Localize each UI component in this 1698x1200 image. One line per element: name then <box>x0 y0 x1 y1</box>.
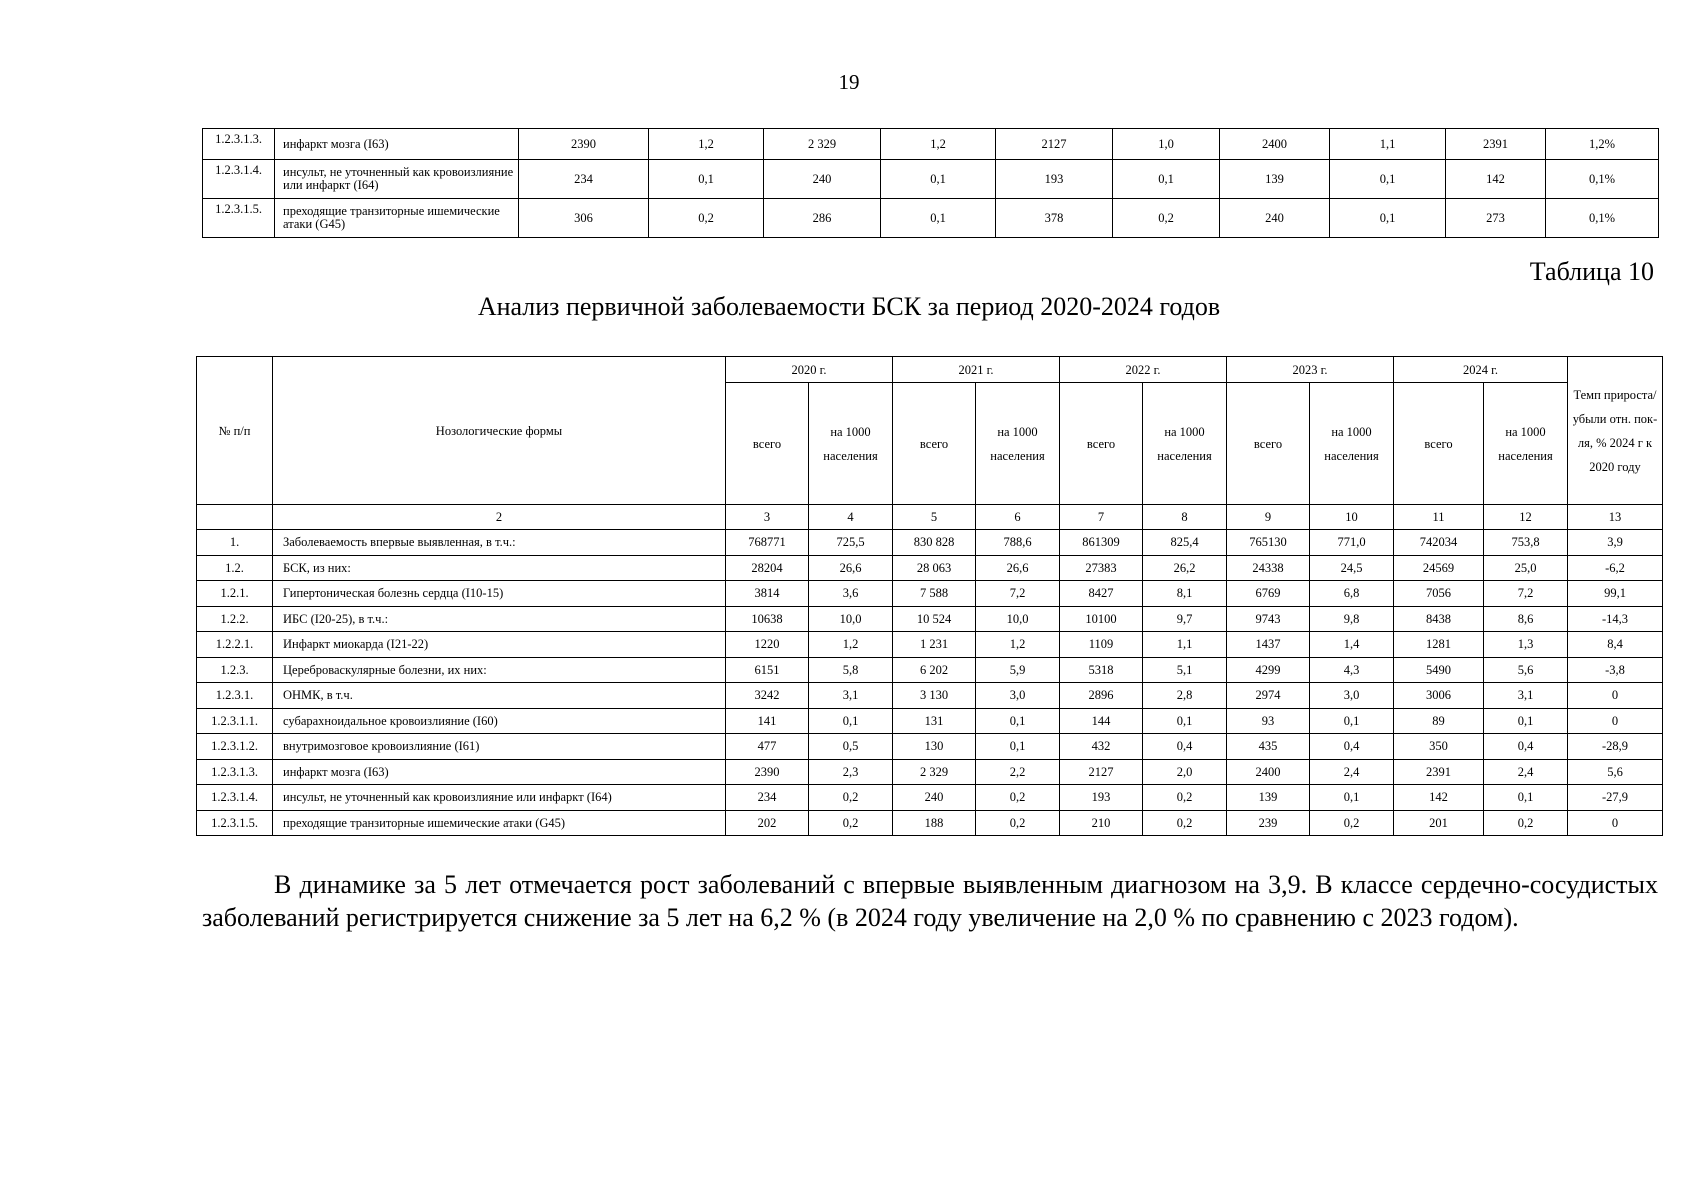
table-cell: 2390 <box>726 759 809 785</box>
header-total: всего <box>893 383 976 505</box>
row-name: ИБС (I20-25), в т.ч.: <box>273 606 726 632</box>
row-number: 1. <box>197 530 273 556</box>
table-cell: 240 <box>1220 199 1330 238</box>
header-total: всего <box>726 383 809 505</box>
table-cell: 26,2 <box>1143 555 1227 581</box>
row-name: инфаркт мозга (I63) <box>273 759 726 785</box>
table-cell: 28 063 <box>893 555 976 581</box>
table-cell: 142 <box>1446 160 1546 199</box>
table-cell: 2896 <box>1060 683 1143 709</box>
table-cell: 0,1 <box>1484 785 1568 811</box>
header-per-1000: на 1000 населения <box>1484 383 1568 505</box>
table-cell: 0,2 <box>976 810 1060 836</box>
table-cell: 10,0 <box>809 606 893 632</box>
table-cell: 0,2 <box>1484 810 1568 836</box>
table-cell: 8427 <box>1060 581 1143 607</box>
table-cell: 193 <box>996 160 1113 199</box>
page-number: 19 <box>838 70 860 94</box>
row-number: 1.2.3.1.3. <box>197 759 273 785</box>
table-cell: 725,5 <box>809 530 893 556</box>
table-cell: 3242 <box>726 683 809 709</box>
table-cell: 0,2 <box>1113 199 1220 238</box>
table-cell: 0,2 <box>1310 810 1394 836</box>
table-cell: -14,3 <box>1568 606 1663 632</box>
table-cell: 0,4 <box>1143 734 1227 760</box>
table-cell: 771,0 <box>1310 530 1394 556</box>
table-cell: 10,0 <box>976 606 1060 632</box>
row-name: внутримозговое кровоизлияние (I61) <box>273 734 726 760</box>
table-cell: 10100 <box>1060 606 1143 632</box>
table-cell: 286 <box>764 199 881 238</box>
table-cell: 141 <box>726 708 809 734</box>
table-cell: 1281 <box>1394 632 1484 658</box>
table-cell: 5,6 <box>1568 759 1663 785</box>
row-number: 1.2.3. <box>197 657 273 683</box>
table-cell: 0,1 <box>1143 708 1227 734</box>
table-cell: 1,3 <box>1484 632 1568 658</box>
row-number: 1.2.3.1.2. <box>197 734 273 760</box>
table-cell: 1,2 <box>649 129 764 160</box>
table-cell: 10638 <box>726 606 809 632</box>
table-cell: 2,8 <box>1143 683 1227 709</box>
table-row <box>197 606 1663 632</box>
table-cell: 139 <box>1227 785 1310 811</box>
table-cell: 4299 <box>1227 657 1310 683</box>
header-year-2022: 2022 г. <box>1060 357 1227 383</box>
table-cell: 6,8 <box>1310 581 1394 607</box>
table-cell: 5,1 <box>1143 657 1227 683</box>
row-name: субарахноидальное кровоизлияние (I60) <box>273 708 726 734</box>
table-cell: 93 <box>1227 708 1310 734</box>
header-per-1000: на 1000 населения <box>976 383 1060 505</box>
table-cell: 0,2 <box>649 199 764 238</box>
table-row <box>197 708 1663 734</box>
table-cell: 0,2 <box>1143 785 1227 811</box>
table-cell: 202 <box>726 810 809 836</box>
table-cell: 768771 <box>726 530 809 556</box>
table-cell: 139 <box>1220 160 1330 199</box>
table-cell: 3814 <box>726 581 809 607</box>
header-per-1000: на 1000 населения <box>1143 383 1227 505</box>
table-cell: 10 524 <box>893 606 976 632</box>
table-cell: 0,1% <box>1546 199 1659 238</box>
table-cell: 26,6 <box>809 555 893 581</box>
table-cell: 0,1 <box>881 199 996 238</box>
row-name: Гипертоническая болезнь сердца (I10-15) <box>273 581 726 607</box>
table-cell: 0 <box>1568 683 1663 709</box>
table-cell: 1,2% <box>1546 129 1659 160</box>
table-cell: 7 588 <box>893 581 976 607</box>
table-cell: 1,2 <box>881 129 996 160</box>
table-cell: 2974 <box>1227 683 1310 709</box>
table-cell: 0,2 <box>1143 810 1227 836</box>
table-cell: 6 202 <box>893 657 976 683</box>
table-row <box>197 759 1663 785</box>
column-number: 8 <box>1143 505 1227 530</box>
table-cell: 1,2 <box>809 632 893 658</box>
table-cell: 89 <box>1394 708 1484 734</box>
table-cell: 273 <box>1446 199 1546 238</box>
table-caption: Таблица 10 <box>1529 257 1654 286</box>
table-cell: 2390 <box>519 129 649 160</box>
column-number: 4 <box>809 505 893 530</box>
column-number: 11 <box>1394 505 1484 530</box>
table-row <box>197 683 1663 709</box>
column-number: 2 <box>273 505 726 530</box>
table-cell: 142 <box>1394 785 1484 811</box>
table-cell: 477 <box>726 734 809 760</box>
column-number: 9 <box>1227 505 1310 530</box>
header-per-1000: на 1000 населения <box>1310 383 1394 505</box>
table-cell: 2400 <box>1220 129 1330 160</box>
row-name: Заболеваемость впервые выявленная, в т.ч.: <box>273 530 726 556</box>
table-cell: 5318 <box>1060 657 1143 683</box>
row-number: 1.2.1. <box>197 581 273 607</box>
table-cell: 3,6 <box>809 581 893 607</box>
table-row <box>197 581 1663 607</box>
table-row <box>203 129 1659 160</box>
table-cell: 2,4 <box>1310 759 1394 785</box>
table-cell: 24569 <box>1394 555 1484 581</box>
header-num: № п/п <box>197 357 273 505</box>
column-number: 12 <box>1484 505 1568 530</box>
header-year-2024: 2024 г. <box>1394 357 1568 383</box>
table-cell: 306 <box>519 199 649 238</box>
header-per-1000: на 1000 населения <box>809 383 893 505</box>
column-number: 13 <box>1568 505 1663 530</box>
table-cell: 350 <box>1394 734 1484 760</box>
row-name: преходящие транзиторные ишемические атаки (G45) <box>275 199 519 238</box>
table-cell: 1,2 <box>976 632 1060 658</box>
table-cell: 0,1% <box>1546 160 1659 199</box>
table-title: Анализ первичной заболеваемости БСК за период 2020-2024 годов <box>477 292 1221 321</box>
header-year-2020: 2020 г. <box>726 357 893 383</box>
table-cell: 2,0 <box>1143 759 1227 785</box>
table-cell: 0,1 <box>976 734 1060 760</box>
table-cell: 378 <box>996 199 1113 238</box>
table-cell: 1220 <box>726 632 809 658</box>
table-cell: 6769 <box>1227 581 1310 607</box>
table-cell: 0,2 <box>976 785 1060 811</box>
column-number: 7 <box>1060 505 1143 530</box>
row-number: 1.2.2. <box>197 606 273 632</box>
row-number: 1.2.3.1.3. <box>203 129 275 160</box>
table-cell: 1109 <box>1060 632 1143 658</box>
row-name: инфаркт мозга (I63) <box>275 129 519 160</box>
table-cell: 0,1 <box>649 160 764 199</box>
row-name: Цереброваскулярные болезни, их них: <box>273 657 726 683</box>
table-cell: 788,6 <box>976 530 1060 556</box>
main-table-body <box>197 530 1663 836</box>
table-cell: 2391 <box>1394 759 1484 785</box>
table-row <box>197 555 1663 581</box>
table-cell: 2127 <box>996 129 1113 160</box>
table-row <box>197 785 1663 811</box>
table-cell: 0,1 <box>1330 199 1446 238</box>
table-cell: 3,9 <box>1568 530 1663 556</box>
table-cell: 0,1 <box>809 708 893 734</box>
table-cell: 99,1 <box>1568 581 1663 607</box>
table-cell: -28,9 <box>1568 734 1663 760</box>
table-cell: 130 <box>893 734 976 760</box>
table-cell: 2400 <box>1227 759 1310 785</box>
table-cell: 28204 <box>726 555 809 581</box>
table-cell: 0,1 <box>881 160 996 199</box>
table-cell: 1 231 <box>893 632 976 658</box>
table-cell: 7056 <box>1394 581 1484 607</box>
table-cell: 8,4 <box>1568 632 1663 658</box>
table-cell: 0,4 <box>1484 734 1568 760</box>
table-cell: 1,0 <box>1113 129 1220 160</box>
table-cell: 240 <box>764 160 881 199</box>
row-number: 1.2.3.1.4. <box>203 160 275 199</box>
table-cell: 742034 <box>1394 530 1484 556</box>
table-cell: 8,6 <box>1484 606 1568 632</box>
table-cell: 240 <box>893 785 976 811</box>
column-number <box>197 505 273 530</box>
table-row <box>197 657 1663 683</box>
row-number: 1.2.3.1.5. <box>203 199 275 238</box>
table-cell: 6151 <box>726 657 809 683</box>
table-cell: 1,1 <box>1330 129 1446 160</box>
table-row <box>197 734 1663 760</box>
table-cell: 830 828 <box>893 530 976 556</box>
table-cell: 0,1 <box>1484 708 1568 734</box>
table-cell: 0,1 <box>1310 708 1394 734</box>
table-cell: 2,2 <box>976 759 1060 785</box>
table-cell: 0,2 <box>809 785 893 811</box>
table-cell: 27383 <box>1060 555 1143 581</box>
header-total: всего <box>1394 383 1484 505</box>
table-cell: 25,0 <box>1484 555 1568 581</box>
table-cell: 9,8 <box>1310 606 1394 632</box>
table-cell: 8,1 <box>1143 581 1227 607</box>
table-cell: 753,8 <box>1484 530 1568 556</box>
table-row <box>203 199 1659 238</box>
table-cell: 8438 <box>1394 606 1484 632</box>
column-number: 6 <box>976 505 1060 530</box>
header-total: всего <box>1227 383 1310 505</box>
row-number: 1.2.3.1.4. <box>197 785 273 811</box>
table-cell: 0,5 <box>809 734 893 760</box>
table-cell: 765130 <box>1227 530 1310 556</box>
main-table <box>196 356 1663 836</box>
row-name: ОНМК, в т.ч. <box>273 683 726 709</box>
row-name: инсульт, не уточненный как кровоизлияние или инфаркт (I64) <box>275 160 519 199</box>
row-name: БСК, из них: <box>273 555 726 581</box>
row-name: инсульт, не уточненный как кровоизлияние или инфаркт (I64) <box>273 785 726 811</box>
table-row <box>197 810 1663 836</box>
table-cell: 0 <box>1568 810 1663 836</box>
table-cell: 5,8 <box>809 657 893 683</box>
table-cell: 24,5 <box>1310 555 1394 581</box>
header-growth: Темп прироста/ убыли отн. пок-ля, % 2024 г к 2020 году <box>1568 357 1663 505</box>
table-cell: 201 <box>1394 810 1484 836</box>
table-cell: 3,0 <box>976 683 1060 709</box>
table-cell: 7,2 <box>1484 581 1568 607</box>
table-cell: 0,4 <box>1310 734 1394 760</box>
table-cell: 1,1 <box>1143 632 1227 658</box>
header-name: Нозологические формы <box>273 357 726 505</box>
table-cell: 3006 <box>1394 683 1484 709</box>
table-cell: 2,4 <box>1484 759 1568 785</box>
table-cell: 0 <box>1568 708 1663 734</box>
table-cell: 7,2 <box>976 581 1060 607</box>
table-row <box>203 160 1659 199</box>
row-number: 1.2.3.1.5. <box>197 810 273 836</box>
table-cell: -27,9 <box>1568 785 1663 811</box>
table-cell: 9,7 <box>1143 606 1227 632</box>
table-cell: 1,4 <box>1310 632 1394 658</box>
column-number-row <box>197 505 1663 530</box>
column-number: 5 <box>893 505 976 530</box>
table-cell: 2391 <box>1446 129 1546 160</box>
table-cell: -3,8 <box>1568 657 1663 683</box>
table-cell: 1437 <box>1227 632 1310 658</box>
table-cell: 210 <box>1060 810 1143 836</box>
table-cell: 0,1 <box>1330 160 1446 199</box>
table-cell: 2 329 <box>764 129 881 160</box>
table-cell: 3,0 <box>1310 683 1394 709</box>
table-cell: -6,2 <box>1568 555 1663 581</box>
column-number: 3 <box>726 505 809 530</box>
table-cell: 24338 <box>1227 555 1310 581</box>
table-cell: 144 <box>1060 708 1143 734</box>
row-number: 1.2.3.1. <box>197 683 273 709</box>
table-row <box>197 530 1663 556</box>
table-cell: 5490 <box>1394 657 1484 683</box>
table-cell: 4,3 <box>1310 657 1394 683</box>
summary-paragraph: В динамике за 5 лет отмечается рост заболеваний с впервые выявленным диагнозом на 3,9. В классе сердечно-сосудистых заболеваний регистрируется снижение за 5 лет на 6,2 % (в 2024 году увеличение на 2,0 % по сравнению с 2023 годом). <box>202 870 1658 932</box>
table-cell: 234 <box>519 160 649 199</box>
table-cell: 193 <box>1060 785 1143 811</box>
table-cell: 234 <box>726 785 809 811</box>
table-cell: 188 <box>893 810 976 836</box>
table-cell: 3,1 <box>809 683 893 709</box>
header-year-2021: 2021 г. <box>893 357 1060 383</box>
table-cell: 0,1 <box>976 708 1060 734</box>
table-cell: 0,2 <box>809 810 893 836</box>
continuation-table-body <box>203 129 1659 238</box>
table-row <box>197 632 1663 658</box>
header-total: всего <box>1060 383 1143 505</box>
table-cell: 0,1 <box>1113 160 1220 199</box>
row-name: Инфаркт миокарда (I21-22) <box>273 632 726 658</box>
table-cell: 9743 <box>1227 606 1310 632</box>
table-cell: 435 <box>1227 734 1310 760</box>
table-cell: 861309 <box>1060 530 1143 556</box>
table-cell: 2 329 <box>893 759 976 785</box>
table-cell: 5,6 <box>1484 657 1568 683</box>
header-year-2023: 2023 г. <box>1227 357 1394 383</box>
table-cell: 0,1 <box>1310 785 1394 811</box>
row-number: 1.2.3.1.1. <box>197 708 273 734</box>
table-cell: 5,9 <box>976 657 1060 683</box>
table-cell: 26,6 <box>976 555 1060 581</box>
column-number: 10 <box>1310 505 1394 530</box>
row-name: преходящие транзиторные ишемические атаки (G45) <box>273 810 726 836</box>
table-cell: 239 <box>1227 810 1310 836</box>
continuation-table <box>202 128 1659 238</box>
table-cell: 3 130 <box>893 683 976 709</box>
table-cell: 825,4 <box>1143 530 1227 556</box>
row-number: 1.2. <box>197 555 273 581</box>
table-cell: 3,1 <box>1484 683 1568 709</box>
table-cell: 2,3 <box>809 759 893 785</box>
table-cell: 131 <box>893 708 976 734</box>
row-number: 1.2.2.1. <box>197 632 273 658</box>
table-cell: 432 <box>1060 734 1143 760</box>
table-cell: 2127 <box>1060 759 1143 785</box>
